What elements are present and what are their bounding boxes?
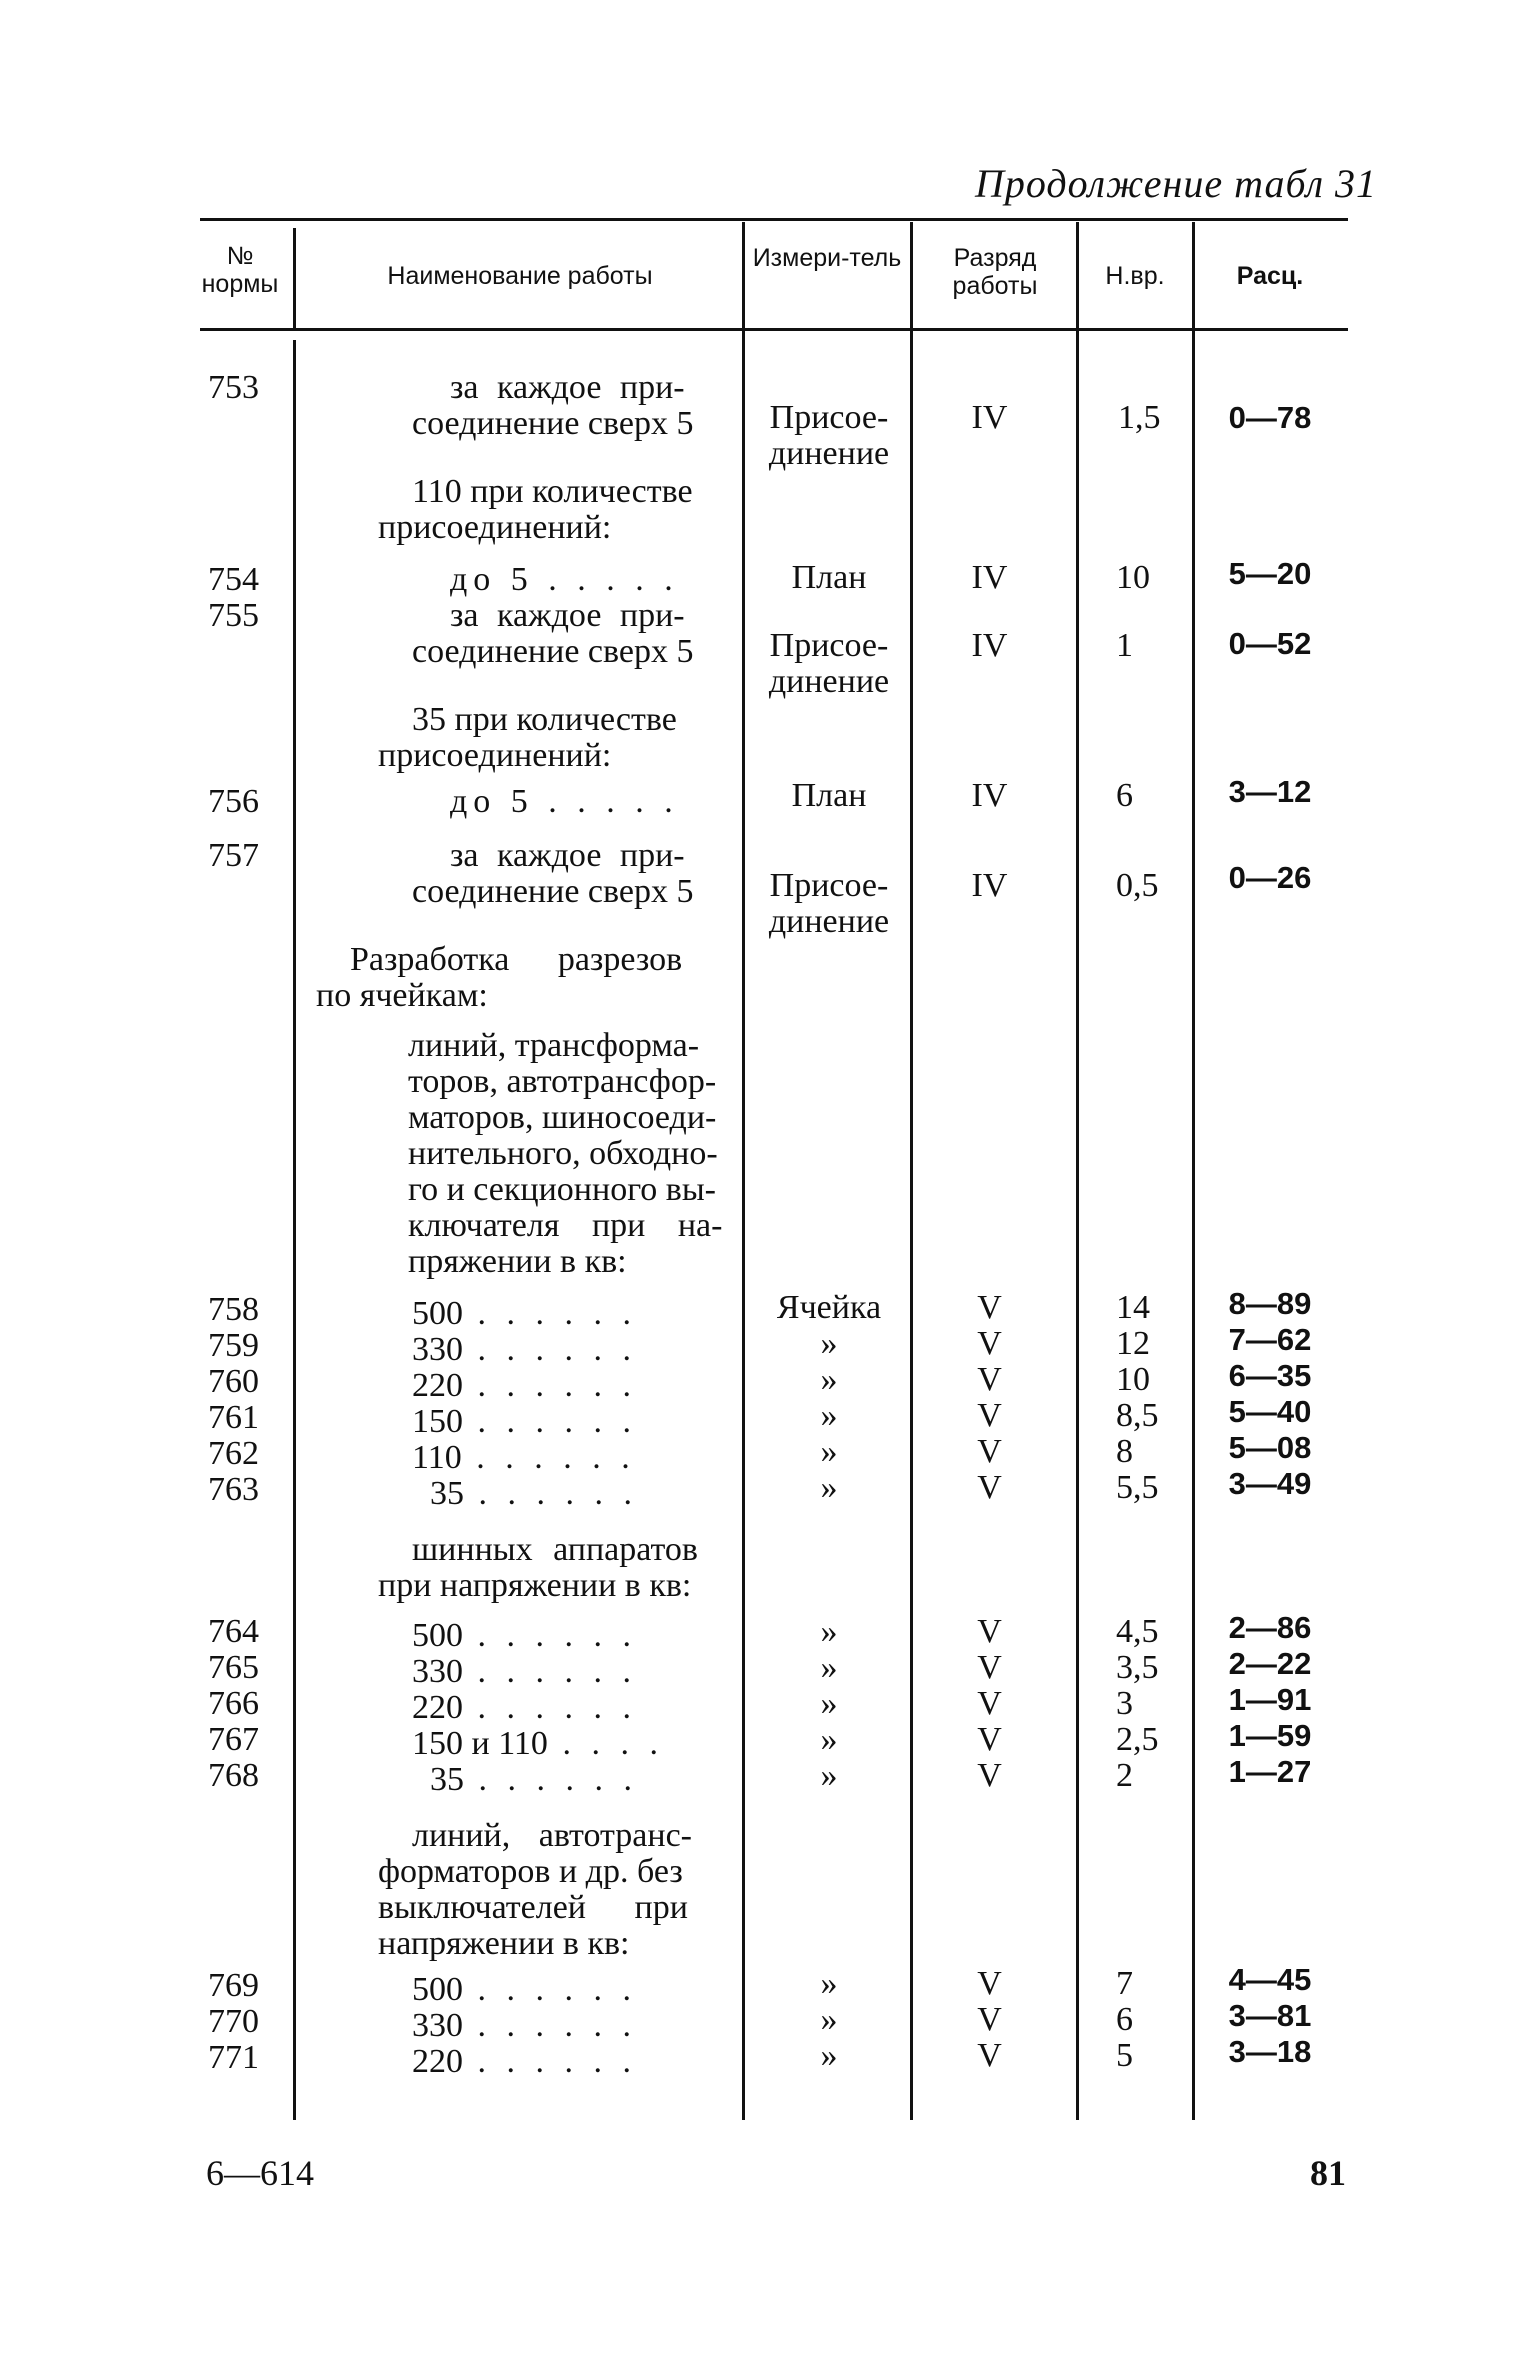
grade: IV (971, 867, 1008, 904)
work-name: 330 . . . . . . (412, 2007, 637, 2044)
rate: 3—18 (1228, 2034, 1312, 2069)
work-name: 150 и 110 . . . . (412, 1725, 664, 1762)
row-number: 755 (208, 597, 259, 634)
measure: План (791, 777, 867, 814)
row-number: 763 (208, 1471, 259, 1508)
work-name: 500 . . . . . . (412, 1617, 637, 1654)
work-name: 35 . . . . . . (430, 1761, 638, 1798)
footer-code: 6—614 (206, 2153, 314, 2193)
row-number: 766 (208, 1685, 259, 1722)
norm-time: 8 (1116, 1433, 1133, 1470)
rate: 8—89 (1228, 1286, 1312, 1321)
rate: 3—12 (1228, 774, 1312, 809)
row-number: 758 (208, 1291, 259, 1328)
row-number: 768 (208, 1757, 259, 1794)
work-name: за каждое при- (450, 837, 685, 874)
rate: 5—08 (1228, 1430, 1312, 1465)
col-divider (742, 222, 745, 2120)
row-number: 756 (208, 783, 259, 820)
grade: V (977, 1397, 1002, 1434)
norm-time: 12 (1116, 1325, 1150, 1362)
rate: 0—26 (1228, 860, 1312, 895)
row-number: 771 (208, 2039, 259, 2076)
measure: Присое- (769, 627, 889, 664)
header-meas: Измери-тель (752, 244, 902, 272)
measure: » (820, 2037, 838, 2074)
work-name: соединение сверх 5 (412, 405, 694, 442)
sub-heading-line: линий, трансформа- (408, 1027, 700, 1064)
norm-time: 0,5 (1116, 867, 1159, 904)
row-number: 753 (208, 369, 259, 406)
grade: IV (971, 399, 1008, 436)
measure: » (820, 1649, 838, 1686)
sub-heading-line: ключателя при на- (408, 1207, 723, 1244)
col-divider (1192, 222, 1195, 2120)
row-number: 759 (208, 1327, 259, 1364)
norm-time: 2 (1116, 1757, 1133, 1794)
sub-heading-line: напряжении в кв: (378, 1925, 630, 1962)
rate: 7—62 (1228, 1322, 1312, 1357)
norm-time: 10 (1116, 559, 1150, 596)
norm-time: 8,5 (1116, 1397, 1159, 1434)
work-name: 220 . . . . . . (412, 2043, 637, 2080)
work-name: 500 . . . . . . (412, 1971, 637, 2008)
measure: » (820, 1433, 838, 1470)
header-nvr: Н.вр. (1105, 262, 1165, 290)
sub-heading-line: выключателей при (378, 1889, 688, 1926)
grade: V (977, 2001, 1002, 2038)
grade: V (977, 1433, 1002, 1470)
row-number: 770 (208, 2003, 259, 2040)
measure: » (820, 1965, 838, 2002)
norm-time: 5 (1116, 2037, 1133, 2074)
work-name: соединение сверх 5 (412, 633, 694, 670)
group-heading: присоединений: (378, 737, 612, 774)
norm-time: 3 (1116, 1685, 1133, 1722)
work-name: до 5 . . . . . (450, 783, 679, 820)
sub-heading-line: шинных аппаратов (412, 1531, 698, 1568)
grade: V (977, 1613, 1002, 1650)
grade: V (977, 1289, 1002, 1326)
rate: 5—20 (1228, 556, 1312, 591)
norm-time: 7 (1116, 1965, 1133, 2002)
measure: » (820, 2001, 838, 2038)
col-divider (293, 228, 296, 328)
header-top-rule (200, 218, 1348, 221)
header-rate: Расц. (1236, 262, 1304, 290)
rate: 3—81 (1228, 1998, 1312, 2033)
grade: V (977, 2037, 1002, 2074)
measure: » (820, 1397, 838, 1434)
sub-heading-line: при напряжении в кв: (378, 1567, 692, 1604)
row-number: 757 (208, 837, 259, 874)
norm-time: 2,5 (1116, 1721, 1159, 1758)
sub-heading-line: торов, автотрансфор- (408, 1063, 717, 1100)
sub-heading-line: форматоров и др. без (378, 1853, 683, 1890)
grade: V (977, 1469, 1002, 1506)
norm-time: 14 (1116, 1289, 1150, 1326)
work-name: 500 . . . . . . (412, 1295, 637, 1332)
measure: » (820, 1757, 838, 1794)
measure: » (820, 1685, 838, 1722)
header-name: Наименование работы (387, 262, 653, 290)
sub-heading-line: пряжении в кв: (408, 1243, 627, 1280)
grade: V (977, 1325, 1002, 1362)
row-number: 761 (208, 1399, 259, 1436)
measure: Присое- (769, 867, 889, 904)
measure: » (820, 1325, 838, 1362)
work-name: за каждое при- (450, 597, 685, 634)
grade: V (977, 1649, 1002, 1686)
group-heading: 110 при количестве (412, 473, 693, 510)
row-number: 765 (208, 1649, 259, 1686)
group-heading: присоединений: (378, 509, 612, 546)
norm-time: 4,5 (1116, 1613, 1159, 1650)
rate: 5—40 (1228, 1394, 1312, 1429)
work-name: соединение сверх 5 (412, 873, 694, 910)
row-number: 764 (208, 1613, 259, 1650)
rate: 6—35 (1228, 1358, 1312, 1393)
grade: IV (971, 627, 1008, 664)
measure: Присое- (769, 399, 889, 436)
section-heading: по ячейкам: (316, 977, 488, 1014)
rate: 1—91 (1228, 1682, 1312, 1717)
rate: 3—49 (1228, 1466, 1312, 1501)
rate: 0—52 (1228, 626, 1312, 661)
group-heading: 35 при количестве (412, 701, 677, 738)
norm-time: 5,5 (1116, 1469, 1159, 1506)
rate: 4—45 (1228, 1962, 1312, 1997)
work-name: 150 . . . . . . (412, 1403, 637, 1440)
row-number: 754 (208, 561, 259, 598)
section-heading: Разработка разрезов (350, 941, 683, 978)
sub-heading-line: нительного, обходно- (408, 1135, 718, 1172)
norm-time: 10 (1116, 1361, 1150, 1398)
work-name: 220 . . . . . . (412, 1689, 637, 1726)
work-name: до 5 . . . . . (450, 561, 679, 598)
rate: 2—86 (1228, 1610, 1312, 1645)
header-num: № нормы (201, 242, 279, 298)
grade: V (977, 1721, 1002, 1758)
measure: План (791, 559, 867, 596)
norm-time: 6 (1116, 2001, 1133, 2038)
work-name: 110 . . . . . . (412, 1439, 636, 1476)
measure: » (820, 1469, 838, 1506)
row-number: 767 (208, 1721, 259, 1758)
measure: » (820, 1613, 838, 1650)
rate: 1—27 (1228, 1754, 1312, 1789)
grade: V (977, 1685, 1002, 1722)
table-caption: Продолжение табл 31 (975, 161, 1378, 206)
measure: динение (768, 435, 890, 472)
sub-heading-line: линий, автотранс- (412, 1817, 692, 1854)
header-bottom-rule (200, 328, 1348, 331)
rate: 2—22 (1228, 1646, 1312, 1681)
norm-time: 3,5 (1116, 1649, 1159, 1686)
work-name: 35 . . . . . . (430, 1475, 638, 1512)
grade: IV (971, 777, 1008, 814)
col-divider (1076, 222, 1079, 2120)
grade: V (977, 1757, 1002, 1794)
norm-time: 6 (1116, 777, 1133, 814)
sub-heading-line: маторов, шиносоеди- (408, 1099, 717, 1136)
grade: IV (971, 559, 1008, 596)
row-number: 762 (208, 1435, 259, 1472)
header-grade: Разряд работы (952, 244, 1038, 300)
grade: V (977, 1965, 1002, 2002)
row-number: 760 (208, 1363, 259, 1400)
measure: динение (768, 663, 890, 700)
sub-heading-line: го и секционного вы- (408, 1171, 717, 1208)
row-number: 769 (208, 1967, 259, 2004)
work-name: 330 . . . . . . (412, 1331, 637, 1368)
measure: Ячейка (776, 1289, 882, 1326)
measure: » (820, 1721, 838, 1758)
measure: » (820, 1361, 838, 1398)
page-number: 81 (1310, 2153, 1346, 2193)
measure: динение (768, 903, 890, 940)
grade: V (977, 1361, 1002, 1398)
col-divider (910, 222, 913, 2120)
col-divider (293, 340, 296, 2120)
rate: 1—59 (1228, 1718, 1312, 1753)
work-name: 220 . . . . . . (412, 1367, 637, 1404)
rate: 0—78 (1228, 400, 1312, 435)
norm-time: 1,5 (1118, 399, 1161, 436)
work-name: 330 . . . . . . (412, 1653, 637, 1690)
norm-time: 1 (1116, 627, 1133, 664)
work-name: за каждое при- (450, 369, 685, 406)
